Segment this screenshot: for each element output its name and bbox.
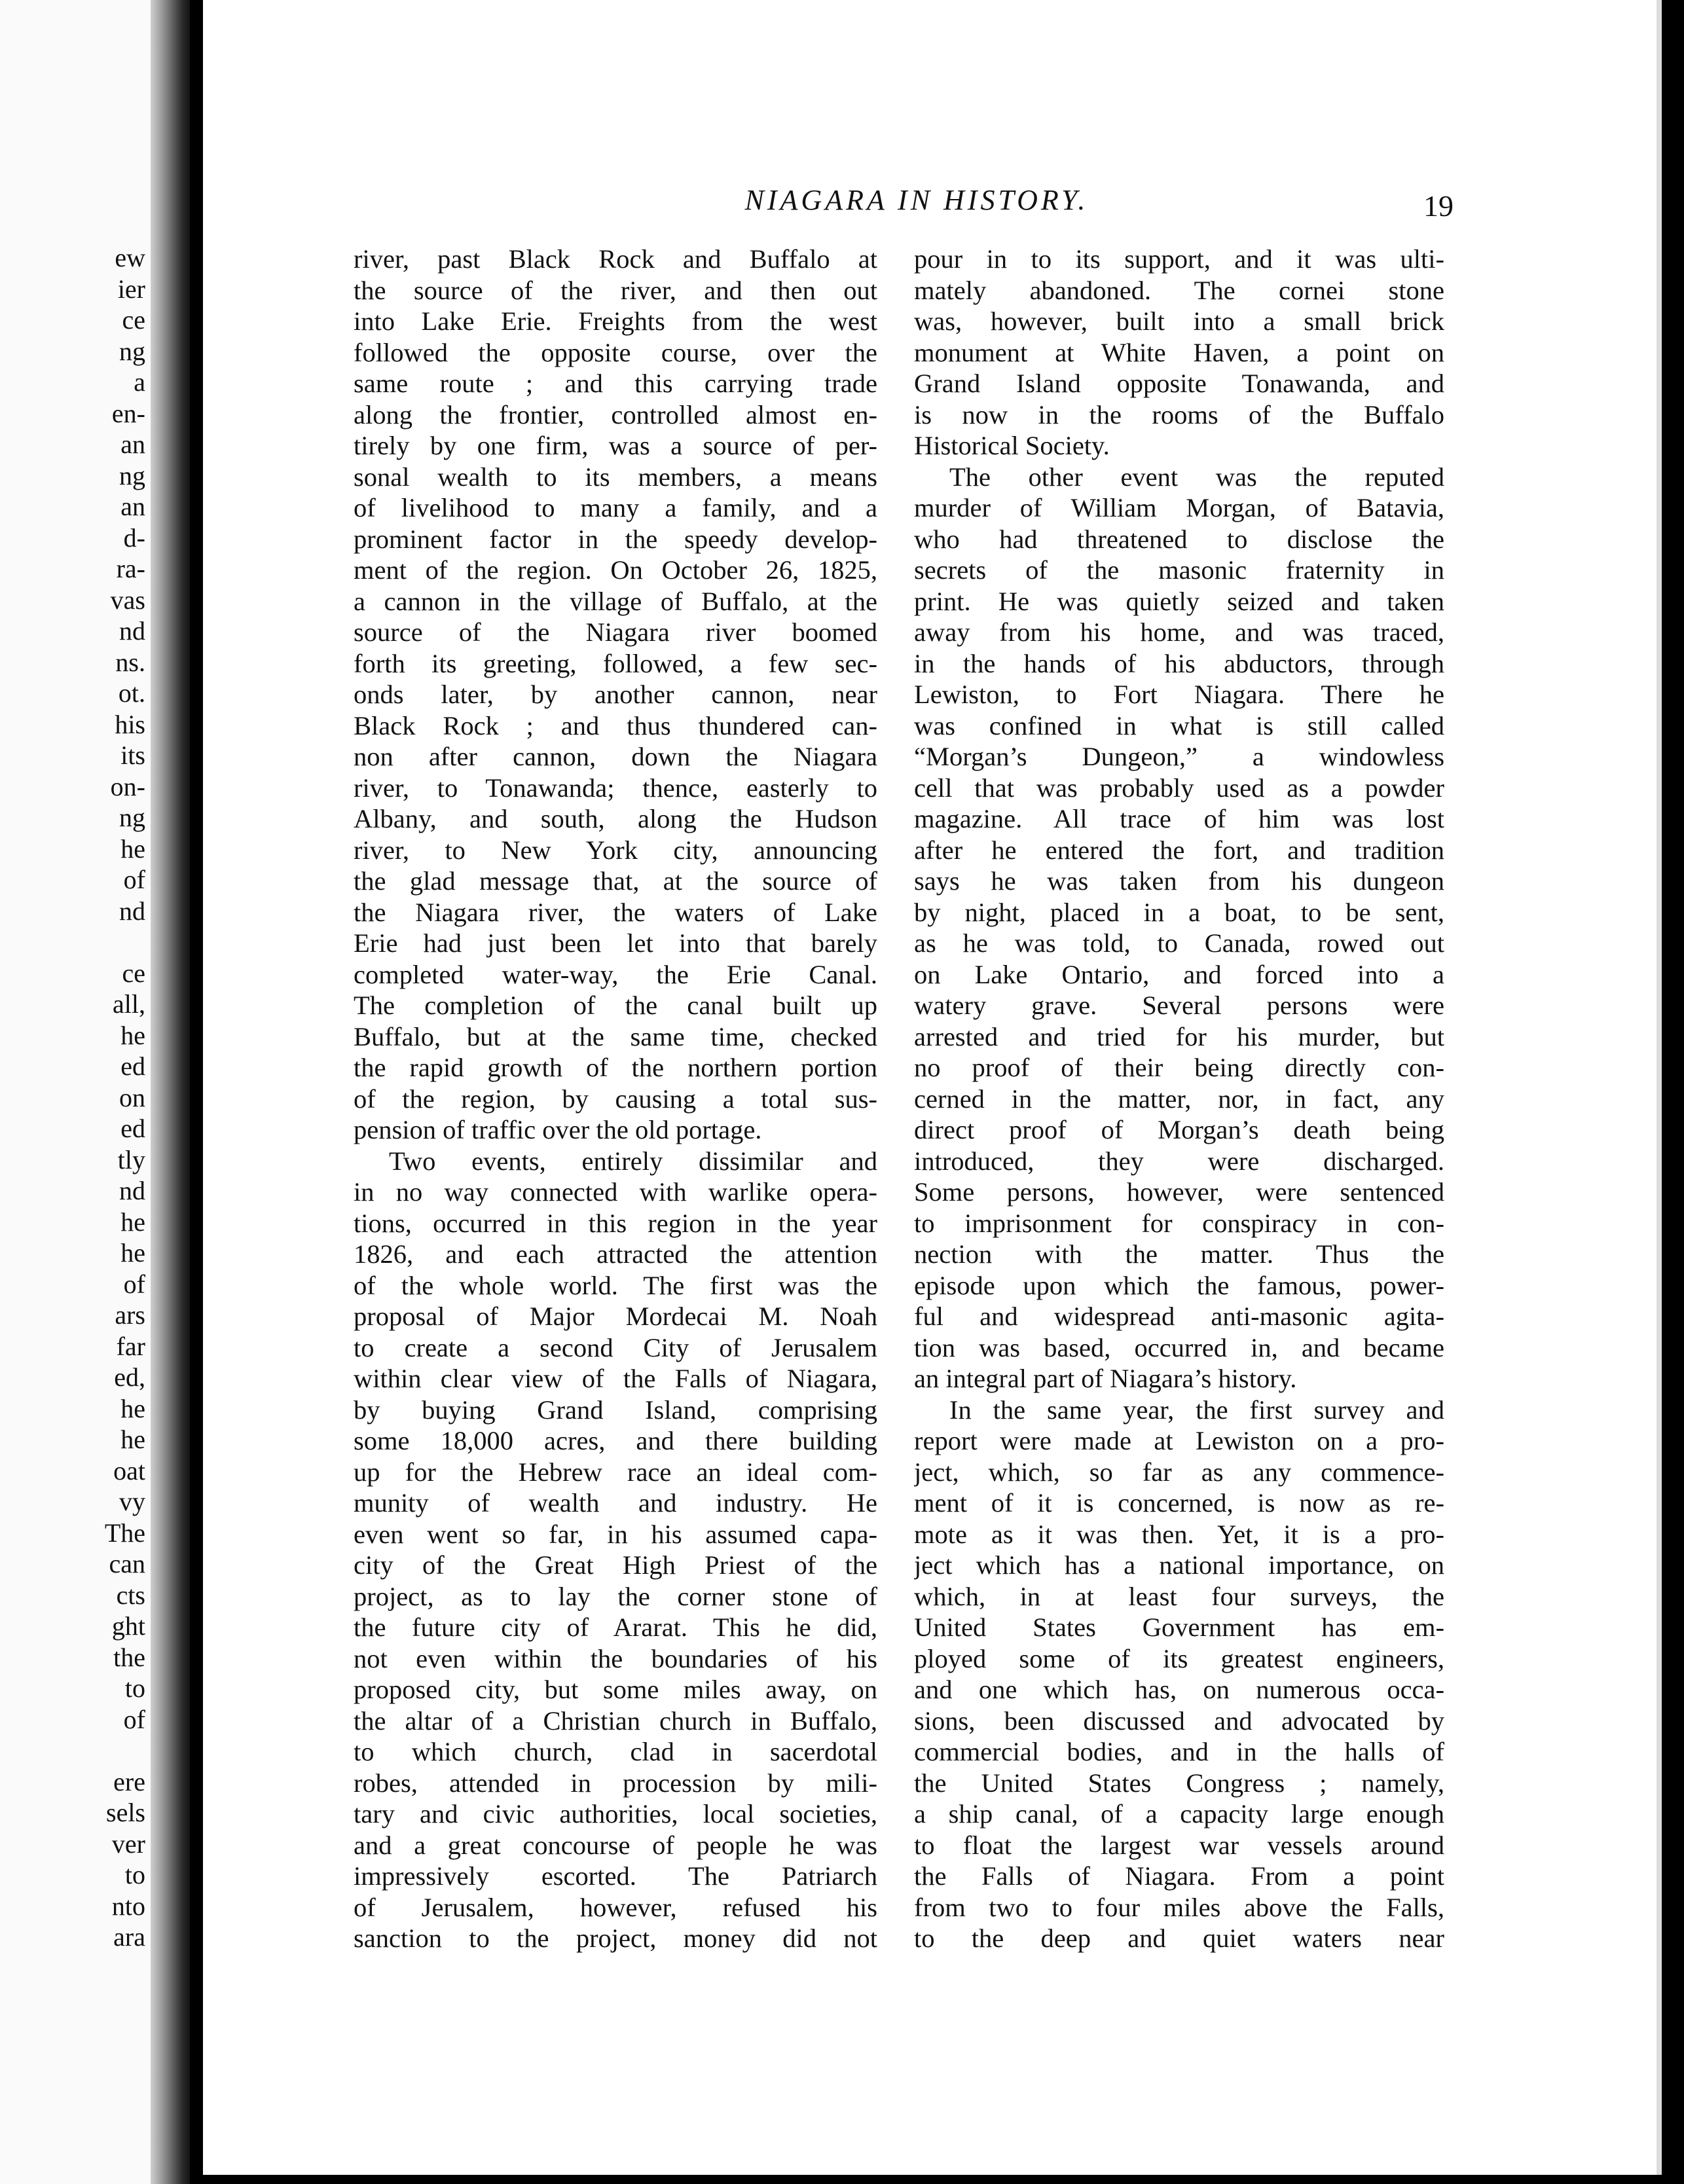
text-line: of livelihood to many a family, and a [354,493,877,522]
scan-border-right [1662,0,1684,2184]
text-line: the rapid growth of the northern portion [354,1053,877,1082]
facing-page-line-fragment [14,926,145,958]
text-line: cell that was probably used as a powder [914,773,1444,803]
facing-page-line-fragment: ed [120,1051,145,1081]
facing-page-line-fragment: cts [116,1580,145,1610]
text-line: report were made at Lewiston on a pro- [914,1426,1444,1455]
text-line: was confined in what is still called [914,710,1444,740]
facing-page-line-fragment: on- [110,771,145,801]
facing-page-line-fragment: of [123,865,145,894]
text-column-left [354,244,877,1954]
text-line: onds later, by another cannon, near [354,680,877,709]
text-line: prominent factor in the speedy develop- [354,524,877,554]
facing-page-line-fragment: ed, [114,1362,145,1392]
text-line: watery grave. Several persons were [914,991,1444,1020]
text-line: ment of it is concerned, is now as re- [914,1488,1444,1518]
text-line: sonal wealth to its members, a means [354,462,877,492]
facing-page-line-fragment: of [123,1269,145,1299]
text-line: United States Government has em- [914,1612,1444,1642]
facing-page-line-fragment: ght [111,1611,145,1641]
text-line: away from his home, and was traced, [914,617,1444,647]
text-line: some 18,000 acres, and there building [354,1426,877,1455]
text-line: mote as it was then. Yet, it is a pro- [914,1519,1444,1549]
text-line: pension of traffic over the old portage. [354,1115,762,1144]
text-line: Buffalo, but at the same time, checked [354,1021,877,1051]
text-line: river, to Tonawanda; thence, easterly to [354,773,877,803]
facing-page-line-fragment: ng [119,460,145,490]
text-line: project, as to lay the corner stone of [354,1581,877,1611]
facing-page-line-fragment: far [116,1331,145,1361]
text-line: episode upon which the famous, power- [914,1270,1444,1300]
text-line: river, to New York city, announcing [354,835,877,865]
text-line: which, in at least four surveys, the [914,1581,1444,1611]
text-line: followed the opposite course, over the [354,337,877,367]
text-line: up for the Hebrew race an ideal com- [354,1457,877,1487]
facing-page-line-fragment: an [120,492,145,521]
text-line: commercial bodies, and in the halls of [914,1737,1444,1766]
running-head: NIAGARA IN HISTORY. [744,184,1089,216]
facing-page-fragment [0,0,151,2184]
text-line: within clear view of the Falls of Niagara, [354,1364,877,1393]
text-line: munity of wealth and industry. He [354,1488,877,1518]
text-line: along the frontier, controlled almost en- [354,399,877,429]
facing-page-line-fragment: ier [117,274,145,304]
facing-page-line-fragment: en- [111,398,145,428]
facing-page-line-fragment: ed [120,1114,145,1143]
text-line: pour in to its support, and it was ulti- [914,244,1444,274]
text-line: Two events, entirely dissimilar and [389,1146,877,1176]
facing-page-line-fragment: a [134,367,145,397]
text-line: direct proof of Morgan’s death being [914,1115,1444,1144]
facing-page-line-fragment: he [120,1020,145,1050]
text-line: was, however, built into a small brick [914,306,1444,336]
facing-page-line-fragment: he [120,1393,145,1423]
text-line: river, past Black Rock and Buffalo at [354,244,877,274]
text-line: as he was told, to Canada, rowed out [914,928,1444,958]
text-line: proposed city, but some miles away, on [354,1675,877,1704]
text-line: Historical Society. [914,431,1110,460]
text-line: after he entered the fort, and tradition [914,835,1444,865]
text-line: a ship canal, of a capacity large enough [914,1799,1444,1829]
text-line: by night, placed in a boat, to be sent, [914,897,1444,927]
text-line: the future city of Ararat. This he did, [354,1612,877,1642]
text-line: the glad message that, at the source of [354,866,877,896]
text-line: from two to four miles above the Falls, [914,1892,1444,1922]
text-line: ployed some of its greatest engineers, [914,1643,1444,1673]
text-line: 1826, and each attracted the attention [354,1239,877,1269]
facing-page-line-fragment: his [115,709,145,739]
text-line: of the region, by causing a total sus- [354,1083,877,1114]
text-line: ject which has a national importance, on [914,1550,1444,1580]
facing-page-line-fragment: to [124,1860,145,1889]
text-line: monument at White Haven, a point on [914,337,1444,367]
text-line: not even within the boundaries of his [354,1643,877,1673]
facing-page-line-fragment: d- [123,522,145,553]
text-line: ject, which, so far as any commence- [914,1457,1444,1487]
facing-page-line-fragment: an [120,429,145,459]
facing-page-line-fragment: The [104,1518,145,1548]
text-line: to the deep and quiet waters near [914,1923,1444,1953]
text-line: Grand Island opposite Tonawanda, and [914,369,1444,398]
text-line: Lewiston, to Fort Niagara. There he [914,680,1444,709]
facing-page-line-fragment: nd [119,896,145,926]
text-line: even went so far, in his assumed capa- [354,1519,877,1549]
text-line: same route ; and this carrying trade [354,369,877,398]
facing-page-line-fragment: all, [113,989,145,1019]
text-line: Black Rock ; and thus thundered can- [354,710,877,740]
facing-page-line-fragment: of [123,1704,145,1734]
facing-page-line-fragment: he [120,1207,145,1237]
text-line: completed water-way, the Erie Canal. [354,959,877,989]
text-line: to which church, clad in sacerdotal [354,1737,877,1766]
facing-page-line-fragment: ra- [116,554,145,583]
text-line: of the whole world. The first was the [354,1270,877,1300]
text-line: tirely by one firm, was a source of per- [354,431,877,460]
facing-page-line-fragment: ns. [115,647,145,677]
facing-page-line-fragment: ot. [118,678,145,708]
text-line: on Lake Ontario, and forced into a [914,959,1444,989]
facing-page-line-fragment: tly [117,1144,145,1174]
text-line: city of the Great High Priest of the [354,1550,877,1580]
facing-page-line-fragment: he [120,833,145,864]
text-line: is now in the rooms of the Buffalo [914,399,1444,429]
text-line: tary and civic authorities, local societies, [354,1799,877,1829]
text-line: proposal of Major Mordecai M. Noah [354,1301,877,1331]
facing-page-line-fragment: ce [122,958,145,988]
facing-page-line-fragment: nd [119,616,145,646]
facing-page-line-fragment: ng [119,336,145,366]
text-line: introduced, they were discharged. [914,1146,1444,1176]
text-line: the United States Congress ; namely, [914,1768,1444,1798]
text-line: The other event was the reputed [949,462,1444,492]
facing-page-line-fragment: ara [113,1922,145,1952]
text-column-right [914,244,1444,1954]
facing-page-line-fragment: on [119,1082,145,1112]
text-line: tion was based, occurred in, and became [914,1332,1444,1362]
text-line: who had threatened to disclose the [914,524,1444,554]
text-line: the source of the river, and then out [354,275,877,305]
text-line: the Niagara river, the waters of Lake [354,897,877,927]
facing-page-line-fragment: vas [110,585,145,615]
facing-page-line-fragment: its [120,740,145,770]
text-line: an integral part of Niagara’s history. [914,1364,1297,1393]
text-line: secrets of the masonic fraternity in [914,555,1444,585]
facing-page-line-fragment: vy [119,1487,145,1516]
facing-page-line-fragment: ver [111,1829,145,1859]
text-line: by buying Grand Island, comprising [354,1394,877,1425]
text-line: says he was taken from his dungeon [914,866,1444,896]
facing-page-line-fragment: ew [115,243,145,272]
facing-page-line-fragment: he [120,1238,145,1267]
text-line: ment of the region. On October 26, 1825, [354,555,877,585]
facing-page-line-fragment [14,1735,145,1766]
text-line: print. He was quietly seized and taken [914,586,1444,616]
page-edge [1657,0,1662,2184]
facing-page-line-fragment: nto [111,1891,145,1921]
text-line: source of the Niagara river boomed [354,617,877,647]
text-line: no proof of their being directly con- [914,1053,1444,1082]
book-gutter-shadow [190,0,203,2184]
text-line: sions, been discussed and advocated by [914,1705,1444,1736]
text-line: nection with the matter. Thus the [914,1239,1444,1269]
text-line: tions, occurred in this region in the year [354,1208,877,1238]
text-line: impressively escorted. The Patriarch [354,1861,877,1891]
text-line: Albany, and south, along the Hudson [354,804,877,833]
text-line: and one which has, on numerous occa- [914,1675,1444,1704]
text-line: arrested and tried for his murder, but [914,1021,1444,1051]
text-line: ful and widespread anti-masonic agita- [914,1301,1444,1331]
text-line: in no way connected with warlike opera- [354,1177,877,1207]
text-line: and a great concourse of people he was [354,1830,877,1860]
text-line: murder of William Morgan, of Batavia, [914,493,1444,522]
text-line: magazine. All trace of him was lost [914,804,1444,833]
text-line: in the hands of his abductors, through [914,648,1444,678]
facing-page-line-fragment: he [120,1425,145,1454]
scan-border-bottom [203,2175,1662,2184]
text-line: non after cannon, down the Niagara [354,742,877,771]
facing-page-line-fragment: can [109,1549,145,1578]
facing-page-line-fragment: ce [122,305,145,335]
facing-page-line-fragment: ars [115,1300,145,1330]
text-line: Some persons, however, were sentenced [914,1177,1444,1207]
text-line: “Morgan’s Dungeon,” a windowless [914,742,1444,771]
facing-page-line-fragment: to [124,1673,145,1703]
text-line: to imprisonment for conspiracy in con- [914,1208,1444,1238]
facing-page-line-fragment: sels [106,1798,145,1827]
facing-page-text [14,242,145,1953]
text-line: into Lake Erie. Freights from the west [354,306,877,336]
text-line: In the same year, the first survey and [949,1394,1444,1425]
text-line: robes, attended in procession by mili- [354,1768,877,1798]
text-line: The completion of the canal built up [354,991,877,1020]
facing-page-line-fragment: ere [113,1766,145,1796]
facing-page-line-fragment: ng [119,803,145,832]
text-line: forth its greeting, followed, a few sec- [354,648,877,678]
text-line: mately abandoned. The cornei stone [914,275,1444,305]
text-line: a cannon in the village of Buffalo, at the [354,586,877,616]
text-line: cerned in the matter, nor, in fact, any [914,1083,1444,1114]
text-line: sanction to the project, money did not [354,1923,877,1953]
text-line: to create a second City of Jerusalem [354,1332,877,1362]
facing-page-line-fragment: the [113,1642,145,1672]
text-line: the altar of a Christian church in Buffalo, [354,1705,877,1736]
facing-page-line-fragment: nd [119,1176,145,1205]
page-number: 19 [1423,189,1454,223]
text-line: to float the largest war vessels around [914,1830,1444,1860]
facing-page-line-fragment: oat [113,1455,145,1485]
text-line: the Falls of Niagara. From a point [914,1861,1444,1891]
text-line: Erie had just been let into that barely [354,928,877,958]
text-line: of Jerusalem, however, refused his [354,1892,877,1922]
